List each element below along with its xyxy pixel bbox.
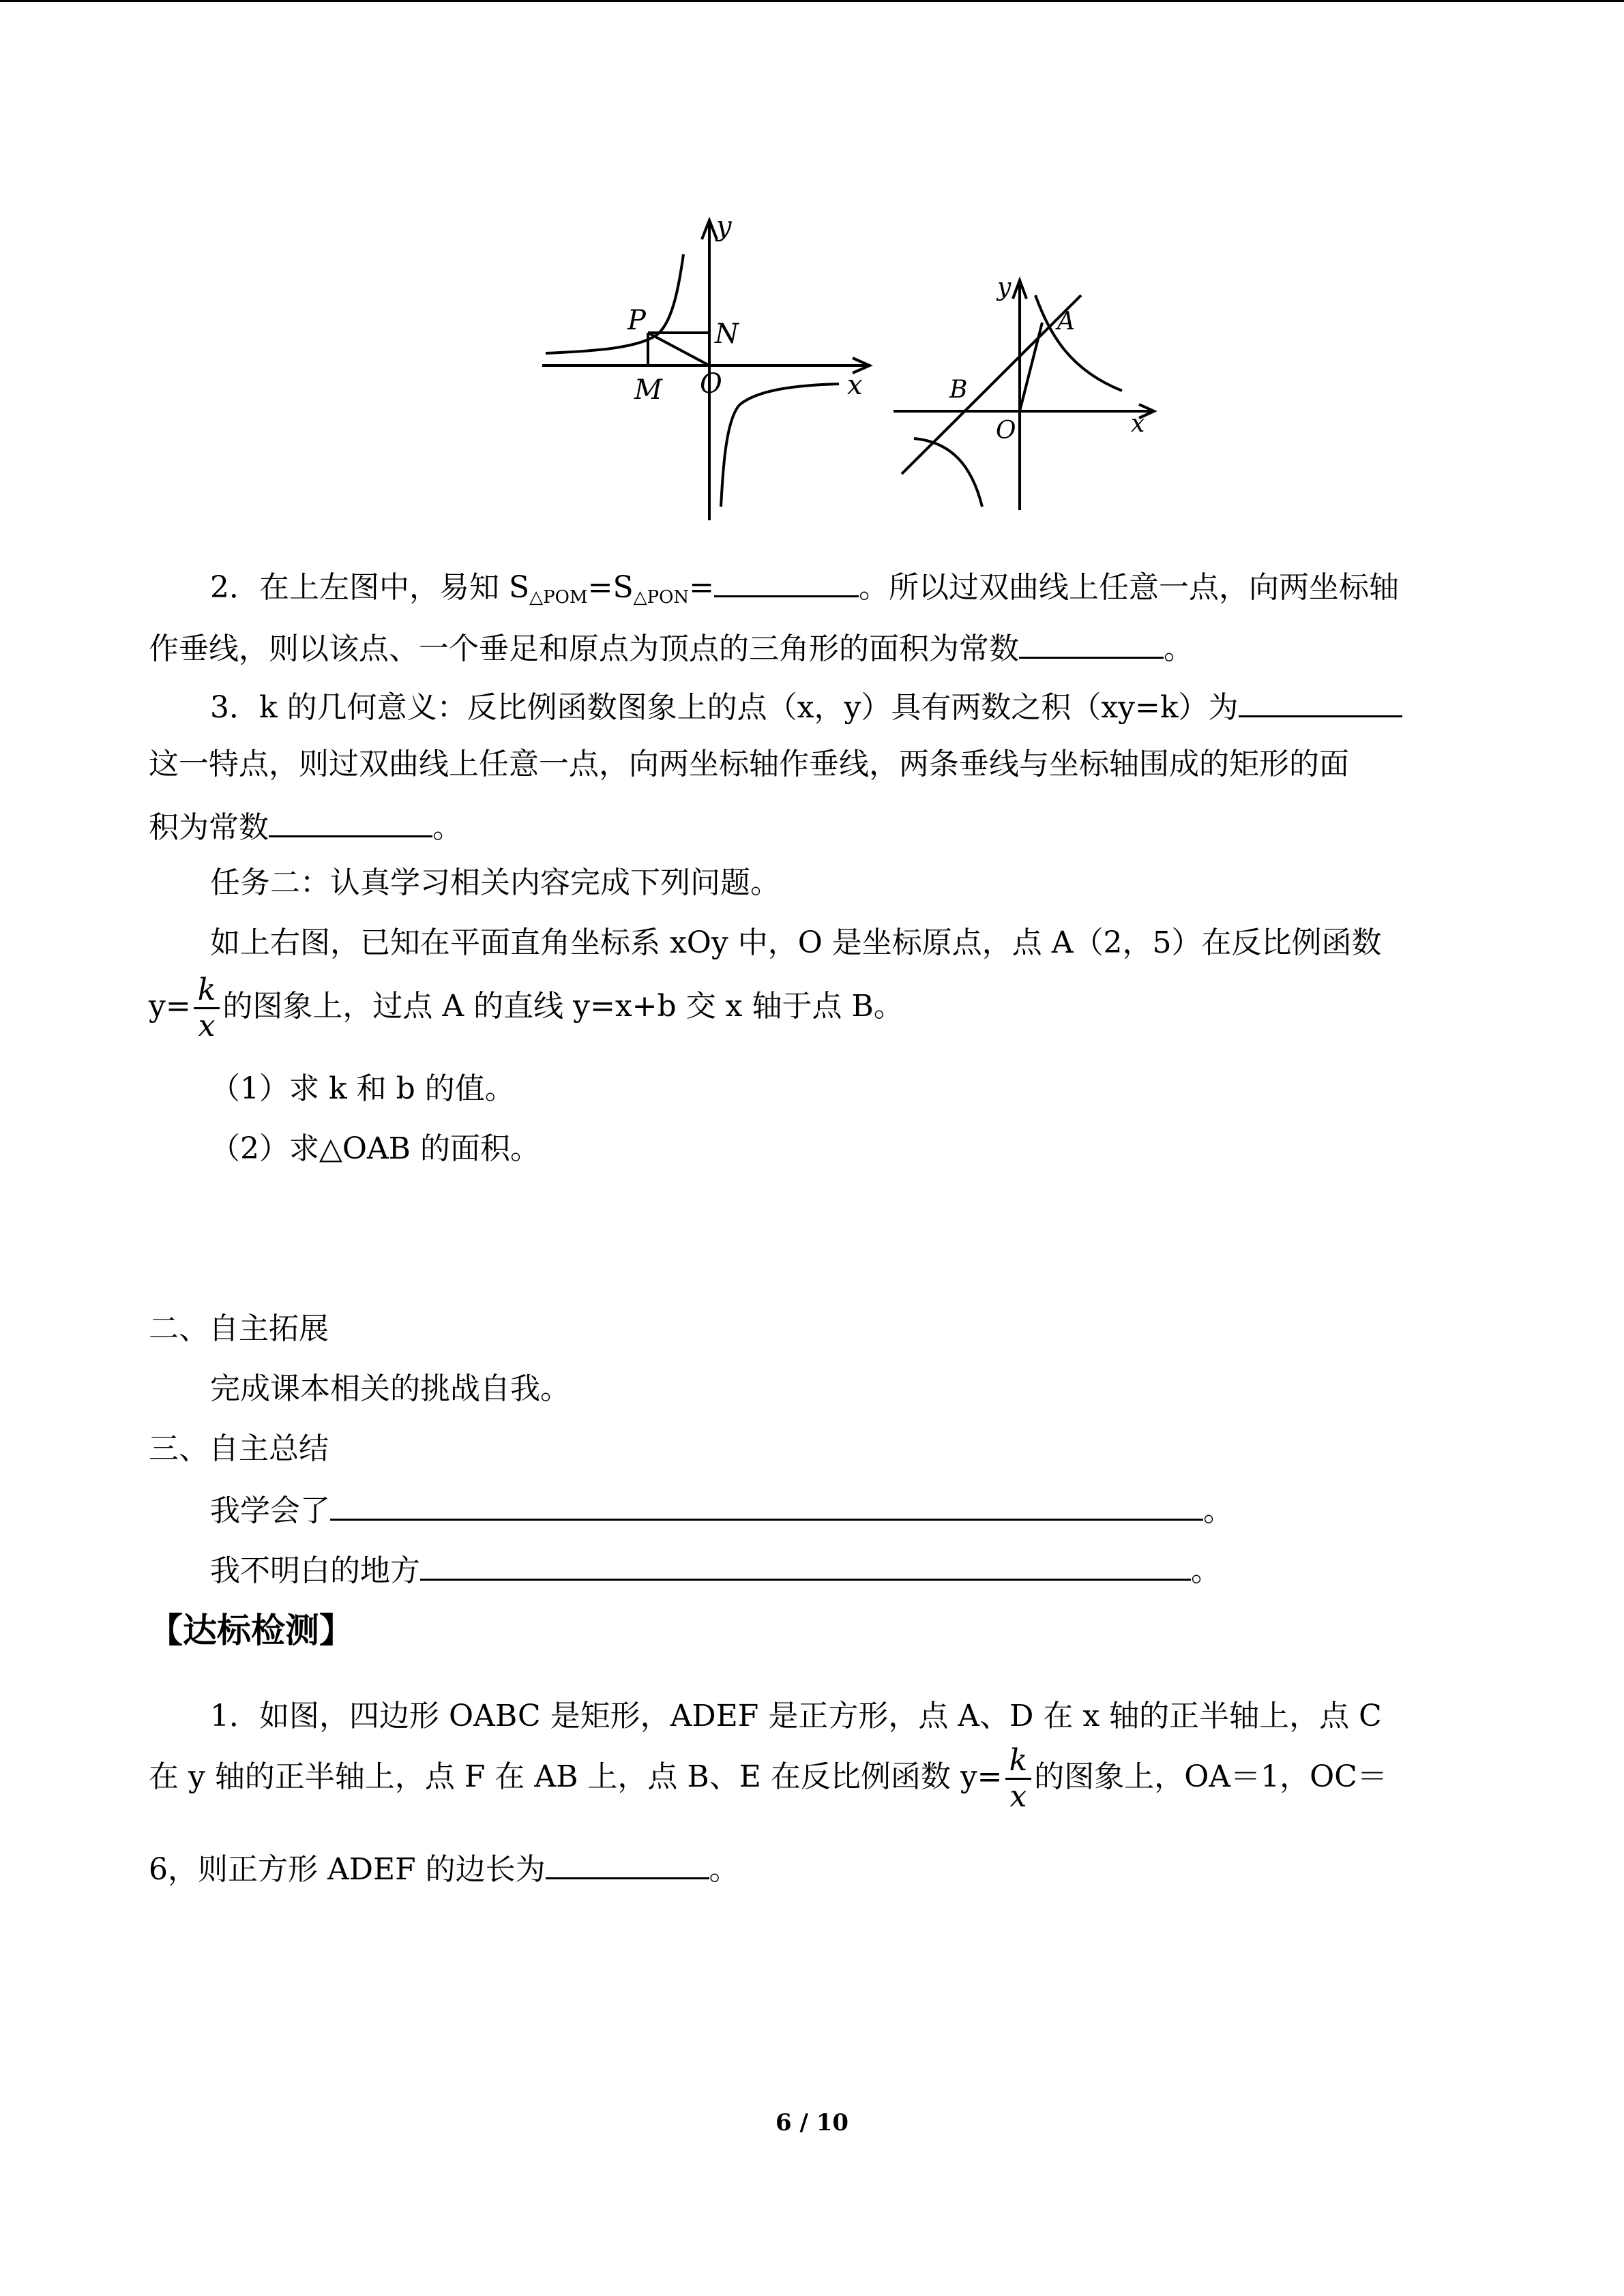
page-number: 6 / 10: [775, 2109, 849, 2136]
point-label-a: A: [1057, 308, 1075, 336]
figure-left-hyperbola: [532, 207, 887, 527]
task2-sub2: （2）求△OAB 的面积。: [210, 1131, 540, 1166]
answer-blank-4[interactable]: [269, 805, 432, 837]
axis-label-y: y: [997, 273, 1012, 301]
q2-text: 在上左图中，易知 S: [259, 570, 530, 605]
point-label-o: O: [996, 417, 1016, 445]
q2-text3: 作垂线，则以该点、一个垂足和原点为顶点的三角形的面积为常数: [149, 631, 1019, 666]
fraction-k-over-x: [1005, 1744, 1032, 1814]
check-q1-line2: [149, 1741, 1387, 1814]
q2-text2: 。所以过双曲线上任意一点，向两坐标轴: [859, 570, 1400, 605]
check-q1-text3a: 6，则正方形 ADEF 的边长为: [149, 1852, 546, 1887]
answer-blank-5[interactable]: [546, 1847, 709, 1879]
answer-blank-2[interactable]: [1019, 627, 1164, 659]
fraction-numerator: k: [194, 973, 220, 1009]
subscript-pon: △PON: [633, 587, 690, 608]
point-label-n: N: [715, 318, 739, 350]
check-q1-line1: 1．如图，四边形 OABC 是矩形，ADEF 是正方形，点 A、D 在 x 轴的正半轴上，点 C: [210, 1699, 1382, 1733]
q3-text1: 3．k 的几何意义：反比例函数图象上的点（x，y）具有两数之积（xy=k）为: [210, 690, 1239, 725]
task2-title: 任务二：认真学习相关内容完成下列问题。: [210, 865, 780, 900]
q2-line2: [149, 627, 1194, 668]
fraction-denominator: x: [198, 1009, 216, 1043]
task2-sub1: （1）求 k 和 b 的值。: [210, 1071, 515, 1106]
q2-end: 。: [1164, 631, 1194, 666]
figure-right-line-hyperbola: [887, 268, 1173, 520]
learned-end: 。: [1203, 1493, 1233, 1528]
axis-label-y: y: [716, 211, 732, 242]
point-label-o: O: [700, 368, 722, 400]
axis-label-x: x: [1131, 410, 1145, 438]
q3-line1: [210, 685, 1402, 727]
fraction-denominator: x: [1009, 1779, 1027, 1814]
task2-line2: [149, 970, 904, 1043]
task2-line1: 如上右图，已知在平面直角坐标系 xOy 中，O 是坐标原点，点 A（2，5）在反比例函数: [210, 925, 1382, 960]
check-heading: 【达标检测】: [149, 1611, 353, 1650]
task2-text2: 的图象上，过点 A 的直线 y=x+b 交 x 轴于点 B。: [222, 989, 904, 1024]
section2-text: 完成课本相关的挑战自我。: [210, 1371, 570, 1406]
answer-blank-3[interactable]: [1239, 685, 1402, 717]
q3-line2: 这一特点，则过双曲线上任意一点，向两坐标轴作垂线，两条垂线与坐标轴围成的矩形的面: [149, 747, 1349, 781]
section3-title: 三、自主总结: [149, 1431, 329, 1466]
fraction-k-over-x: [194, 973, 220, 1043]
q3-text3: 积为常数: [149, 810, 269, 845]
subscript-pom: △POM: [529, 587, 588, 608]
function-y-eq: y=: [149, 989, 191, 1024]
fraction-numerator: k: [1005, 1744, 1032, 1780]
q2-eq: =S: [587, 570, 634, 605]
unclear-line: [210, 1549, 1221, 1590]
learned-line: [210, 1489, 1233, 1530]
unclear-label: 我不明白的地方: [210, 1553, 420, 1588]
unclear-input-line[interactable]: [420, 1549, 1191, 1581]
point-label-b: B: [949, 376, 968, 404]
section2-title: 二、自主拓展: [149, 1311, 329, 1346]
point-label-p: P: [628, 305, 646, 336]
point-label-m: M: [634, 374, 662, 406]
q3-end: 。: [432, 810, 462, 845]
unclear-end: 。: [1191, 1553, 1221, 1588]
check-q1-end: 。: [709, 1852, 739, 1887]
q2-number: 2．: [210, 570, 259, 605]
q3-line3: [149, 805, 462, 847]
q2-eq2: =: [689, 570, 715, 605]
q2-line1: [210, 565, 1399, 616]
check-q1-text2b: 的图象上，OA＝1，OC＝: [1034, 1759, 1387, 1794]
axis-label-x: x: [847, 370, 863, 401]
check-q1-line3: [149, 1847, 739, 1889]
check-q1-text2a: 在 y 轴的正半轴上，点 F 在 AB 上，点 B、E 在反比例函数 y=: [149, 1759, 1003, 1794]
answer-blank-1[interactable]: [714, 565, 859, 597]
learned-label: 我学会了: [210, 1493, 330, 1528]
learned-input-line[interactable]: [330, 1489, 1203, 1521]
